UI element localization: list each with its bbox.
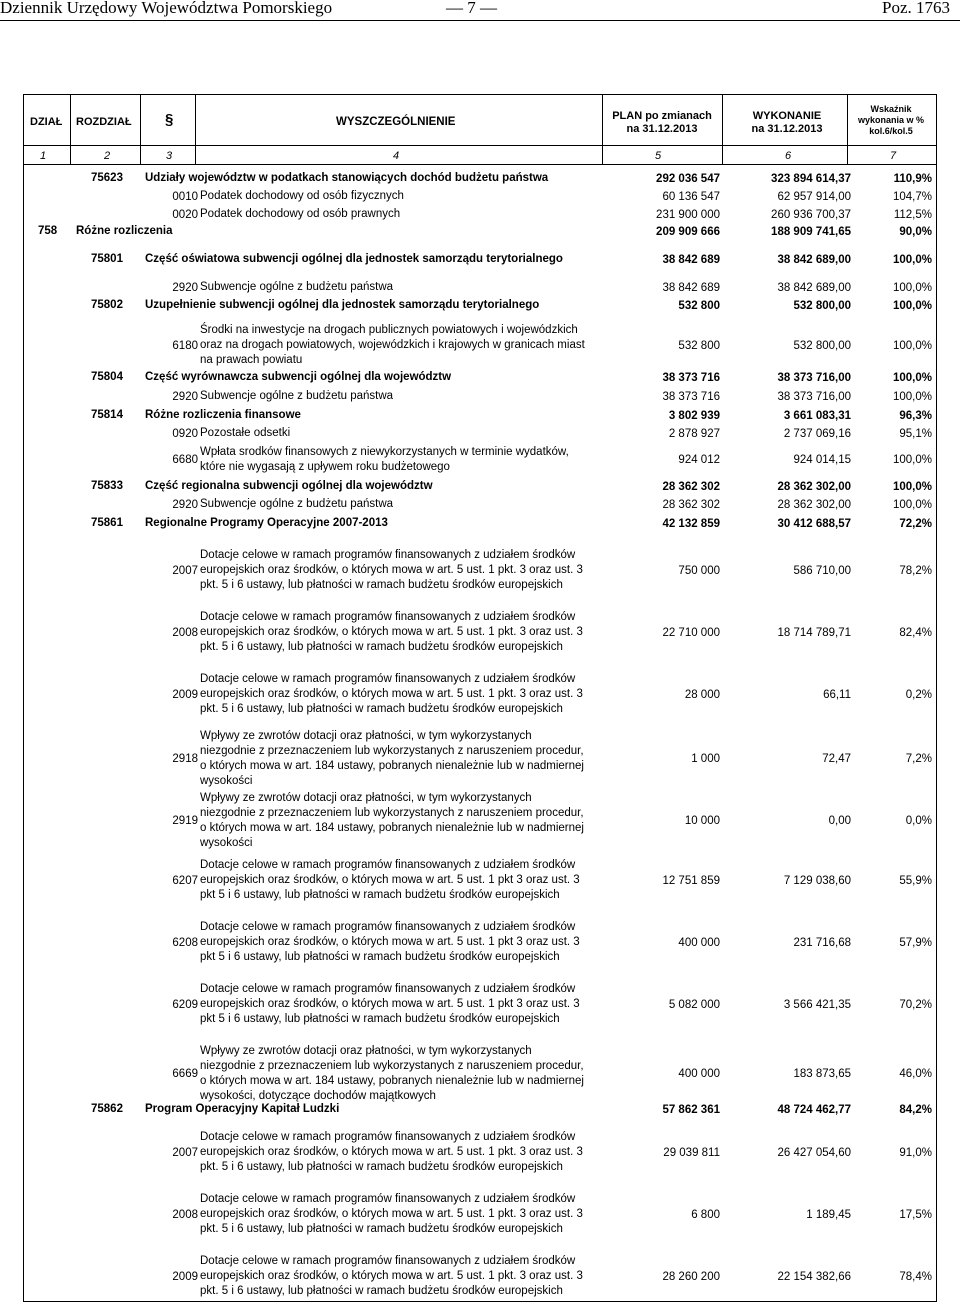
col-plan-header-line2: na 31.12.2013 [626,123,698,135]
row-description-line: Dotacje celowe w ramach programów finansowanych z udziałem środków [200,611,576,623]
col-execution-header-line1: WYKONANIE [752,110,822,122]
row-plan-value: 231 900 000 [656,208,720,221]
row-execution-value: 2 737 069,16 [783,427,851,440]
row-description-line: Pozostałe odsetki [200,427,291,439]
row-rozdzial-code: 75862 [91,1103,123,1115]
row-description-line: pkt. 5 i 6 ustawy, lub płatności w ramach budżetu środków europejskich [200,1223,563,1235]
row-description-line: europejskich oraz środków, o których mowa w art. 5 ust. 1 pkt. 3 oraz ust. 3 [200,564,583,576]
row-execution-value: 3 661 083,31 [783,409,851,422]
row-description-line: Część wyrównawcza subwencji ogólnej dla województw [145,371,452,383]
colnum-bottom-line [23,164,937,165]
row-plan-value: 10 000 [684,815,720,827]
row-ratio-value: 100,0% [892,390,932,403]
row-description-line: Dotacje celowe w ramach programów finansowanych z udziałem środków [200,673,576,685]
row-description-line: Subwencje ogólne z budżetu państwa [200,281,394,293]
row-description-line: Dotacje celowe w ramach programów finansowanych z udziałem środków [200,549,576,561]
row-rozdzial-code: 75802 [91,299,123,311]
row-ratio-value: 100,0% [892,371,932,384]
row-execution-value: 62 957 914,00 [777,190,851,203]
row-rozdzial-code: 75814 [91,409,123,421]
row-execution-value: 26 427 054,60 [777,1146,851,1159]
row-plan-value: 3 802 939 [668,409,720,422]
row-description-line: Część oświatowa subwencji ogólnej dla jednostek samorządu terytorialnego [145,253,563,265]
colnum-column-divider [70,145,71,164]
row-execution-value: 1 189,45 [806,1208,851,1221]
row-plan-value: 1 000 [691,753,720,765]
col-number: 3 [166,150,173,162]
row-execution-value: 260 936 700,37 [771,208,851,221]
col-ratio-header-line1: Wskaźnik [870,104,912,114]
row-description-line: europejskich oraz środków, o których mowa w art. 5 ust. 1 pkt 3 oraz ust. 3 [200,874,580,886]
row-paragraph-code: 2920 [172,390,198,403]
row-description-line: Część regionalna subwencji ogólnej dla województw [145,480,433,492]
col-number: 5 [655,150,662,162]
row-paragraph-code: 2919 [172,815,198,827]
row-description-line: pkt. 5 i 6 ustawy, lub płatności w ramach budżetu środków europejskich [200,1161,563,1173]
row-execution-value: 323 894 614,37 [771,172,851,185]
row-description-line: europejskich oraz środków, o których mowa w art. 5 ust. 1 pkt. 3 oraz ust. 3 [200,1208,583,1220]
row-paragraph-code: 2009 [172,688,198,701]
row-description-line: Regionalne Programy Operacyjne 2007-2013 [145,517,388,529]
col-ratio-header-line3: kol.6/kol.5 [869,126,913,136]
row-paragraph-code: 2920 [172,498,198,511]
colnum-column-divider [722,145,723,164]
col-description-header: WYSZCZEGÓLNIENIE [336,116,456,128]
header-divider [0,20,960,21]
row-description-line: europejskich oraz środków, o których mowa w art. 5 ust. 1 pkt. 3 oraz ust. 3 [200,1146,583,1158]
row-execution-value: 38 373 716,00 [777,390,851,403]
row-description-line: Różne rozliczenia finansowe [145,409,301,421]
row-ratio-value: 46,0% [899,1068,932,1080]
row-plan-value: 29 039 811 [663,1146,720,1159]
col-execution-header-line2: na 31.12.2013 [751,123,823,135]
row-description-line: pkt 5 i 6 ustawy, lub płatności w ramach budżetu środków europejskich [200,889,560,901]
row-execution-value: 924 014,15 [793,454,851,466]
row-execution-value: 38 373 716,00 [777,371,851,384]
row-ratio-value: 100,0% [892,480,932,493]
row-execution-value: 72,47 [822,753,851,765]
row-ratio-value: 100,0% [892,253,932,266]
row-ratio-value: 17,5% [899,1208,932,1221]
row-execution-value: 38 842 689,00 [777,253,851,266]
row-plan-value: 532 800 [678,339,720,352]
row-execution-value: 66,11 [823,688,851,701]
row-ratio-value: 104,7% [892,190,932,203]
row-description-line: europejskich oraz środków, o których mowa w art. 5 ust. 1 pkt 3 oraz ust. 3 [200,998,580,1010]
row-description-line: o których mowa w art. 184 ustawy, pobranych nienależnie lub w nadmiernej [200,760,584,772]
page-number: — 7 — [446,0,497,17]
row-ratio-value: 96,3% [899,409,932,422]
row-plan-value: 22 710 000 [662,626,720,639]
row-description-line: Dotacje celowe w ramach programów finansowanych z udziałem środków [200,1255,576,1267]
row-plan-value: 400 000 [678,1068,720,1080]
row-plan-value: 42 132 859 [662,517,720,530]
row-ratio-value: 90,0% [899,225,932,238]
colnum-column-divider [847,145,848,164]
row-plan-value: 38 373 716 [662,371,720,384]
colnum-column-divider [140,145,141,164]
row-ratio-value: 0,2% [905,688,932,701]
row-paragraph-code: 2008 [172,626,198,639]
row-rozdzial-code: 75804 [91,371,123,383]
col-number: 2 [104,150,111,162]
row-paragraph-code: 6180 [172,339,198,352]
row-execution-value: 48 724 462,77 [777,1103,851,1116]
row-execution-value: 28 362 302,00 [777,480,851,493]
row-execution-value: 188 909 741,65 [771,225,851,238]
row-plan-value: 38 842 689 [662,281,720,294]
row-description-line: Różne rozliczenia [76,225,173,237]
col-number: 4 [393,150,400,162]
row-paragraph-code: 0020 [172,208,198,221]
row-paragraph-code: 2008 [172,1208,198,1221]
col-rozdzial-header: ROZDZIAŁ [76,116,132,128]
row-description-line: Dotacje celowe w ramach programów finansowanych z udziałem środków [200,1193,576,1205]
row-plan-value: 28 362 302 [662,498,720,511]
row-execution-value: 532 800,00 [793,299,851,312]
journal-title: Dziennik Urzędowy Województwa Pomorskiego [0,0,333,17]
row-plan-value: 6 800 [691,1208,720,1221]
row-description-line: pkt. 5 i 6 ustawy, lub płatności w ramach budżetu środków europejskich [200,641,563,653]
row-rozdzial-code: 75861 [91,517,123,529]
row-description-line: o których mowa w art. 184 ustawy, pobranych nienależnie lub w nadmiernej [200,822,584,834]
row-ratio-value: 112,5% [893,208,932,221]
row-plan-value: 209 909 666 [656,225,720,238]
row-description-line: Środki na inwestycje na drogach publicznych powiatowych i wojewódzkich [200,324,578,336]
row-plan-value: 750 000 [678,564,720,577]
row-rozdzial-code: 75833 [91,480,123,492]
row-ratio-value: 72,2% [899,517,932,530]
row-description-line: o których mowa w art. 184 ustawy, pobranych nienależnie lub w nadmiernej [200,1075,584,1087]
header-column-divider [847,94,848,145]
row-ratio-value: 84,2% [899,1103,932,1116]
row-description-line: Udziały województw w podatkach stanowiących dochód budżetu państwa [145,172,549,184]
row-description-line: Dotacje celowe w ramach programów finansowanych z udziałem środków [200,859,576,871]
row-description-line: europejskich oraz środków, o których mowa w art. 5 ust. 1 pkt. 3 oraz ust. 3 [200,688,583,700]
page-header [0,0,960,20]
row-description-line: pkt 5 i 6 ustawy, lub płatności w ramach budżetu środków europejskich [200,951,560,963]
row-description-line: pkt. 5 i 6 ustawy, lub płatności w ramach budżetu środków europejskich [200,1285,563,1297]
row-paragraph-code: 6209 [172,998,198,1011]
row-plan-value: 38 373 716 [662,390,720,403]
col-plan-header-line1: PLAN po zmianach [612,110,712,122]
col-number: 6 [785,150,792,162]
row-description-line: Podatek dochodowy od osób fizycznych [200,190,404,202]
row-description-line: na prawach powiatu [200,354,303,366]
row-paragraph-code: 2007 [172,564,198,577]
col-dzial-header: DZIAŁ [30,116,63,128]
row-execution-value: 38 842 689,00 [777,281,851,294]
row-plan-value: 57 862 361 [662,1103,720,1116]
row-paragraph-code: 0920 [172,427,198,440]
col-number: 7 [890,150,897,162]
row-ratio-value: 7,2% [905,753,932,765]
row-ratio-value: 95,1% [899,427,932,440]
row-description-line: Subwencje ogólne z budżetu państwa [200,498,394,510]
row-execution-value: 183 873,65 [793,1068,851,1080]
row-description-line: oraz na drogach powiatowych, wojewódzkich i krajowych w granicach miast [200,339,585,351]
row-ratio-value: 57,9% [899,936,932,949]
row-description-line: wysokości, dotyczące dochodów majątkowych [200,1090,436,1102]
row-execution-value: 586 710,00 [793,564,851,577]
row-description-line: Wpływy ze zwrotów dotacji oraz płatności, w tym wykorzystanych [200,1045,532,1057]
row-plan-value: 28 000 [684,688,720,701]
row-ratio-value: 0,0% [905,815,932,827]
colnum-column-divider [195,145,196,164]
row-ratio-value: 91,0% [899,1146,932,1159]
row-paragraph-code: 2009 [172,1270,198,1283]
row-plan-value: 5 082 000 [668,998,720,1011]
row-rozdzial-code: 75623 [91,172,123,184]
row-description-line: Dotacje celowe w ramach programów finansowanych z udziałem środków [200,983,576,995]
row-plan-value: 12 751 859 [662,874,720,887]
row-description-line: europejskich oraz środków, o których mowa w art. 5 ust. 1 pkt. 3 oraz ust. 3 [200,626,583,638]
row-execution-value: 3 566 421,35 [783,998,851,1011]
row-plan-value: 38 842 689 [662,253,720,266]
row-execution-value: 0,00 [828,815,851,827]
row-execution-value: 22 154 382,66 [777,1270,851,1283]
row-execution-value: 532 800,00 [793,339,851,352]
row-description-line: niezgodnie z przeznaczeniem lub wykorzystanych z naruszeniem procedur, [200,1060,584,1072]
row-paragraph-code: 6680 [172,454,198,466]
row-paragraph-code: 0010 [172,190,198,203]
header-bottom-line [23,145,937,146]
row-ratio-value: 82,4% [899,626,932,639]
row-description-line: europejskich oraz środków, o których mowa w art. 5 ust. 1 pkt. 3 oraz ust. 3 [200,1270,583,1282]
row-ratio-value: 100,0% [892,454,932,466]
row-ratio-value: 70,2% [899,998,932,1011]
row-plan-value: 532 800 [678,299,720,312]
row-paragraph-code: 6208 [172,936,198,949]
row-plan-value: 400 000 [678,936,720,949]
row-execution-value: 18 714 789,71 [777,626,851,639]
col-ratio-header-line2: wykonania w % [857,115,925,125]
row-paragraph-code: 2918 [172,753,198,765]
row-ratio-value: 100,0% [892,281,932,294]
row-description-line: Dotacje celowe w ramach programów finansowanych z udziałem środków [200,921,576,933]
row-ratio-value: 100,0% [892,299,932,312]
header-column-divider [195,94,196,145]
row-plan-value: 60 136 547 [662,190,720,203]
row-description-line: niezgodnie z przeznaczeniem lub wykorzystanych z naruszeniem procedur, [200,745,584,757]
row-description-line: Wpływy ze zwrotów dotacji oraz płatności, w tym wykorzystanych [200,730,532,742]
row-paragraph-code: 2920 [172,281,198,294]
header-column-divider [70,94,71,145]
row-ratio-value: 110,9% [893,172,932,185]
col-paragraph-header: § [165,111,174,128]
row-description-line: pkt. 5 i 6 ustawy, lub płatności w ramach budżetu środków europejskich [200,579,563,591]
row-description-line: Wpływy ze zwrotów dotacji oraz płatności, w tym wykorzystanych [200,792,532,804]
row-description-line: pkt. 5 i 6 ustawy, lub płatności w ramach budżetu środków europejskich [200,703,563,715]
row-description-line: Dotacje celowe w ramach programów finansowanych z udziałem środków [200,1131,576,1143]
row-execution-value: 231 716,68 [793,936,851,949]
row-description-line: Subwencje ogólne z budżetu państwa [200,390,394,402]
header-column-divider [722,94,723,145]
position-number: Poz. 1763 [882,0,950,17]
row-paragraph-code: 6207 [172,874,198,887]
row-description-line: Wpłata srodków finansowych z niewykorzystanych w terminie wydatków, [200,446,569,458]
row-execution-value: 30 412 688,57 [777,517,851,530]
colnum-column-divider [602,145,603,164]
row-plan-value: 292 036 547 [656,172,720,185]
row-description-line: wysokości [200,775,253,787]
row-description-line: Podatek dochodowy od osób prawnych [200,208,401,220]
row-execution-value: 28 362 302,00 [777,498,851,511]
row-description-line: wysokości [200,837,253,849]
row-execution-value: 7 129 038,60 [783,874,851,887]
row-description-line: europejskich oraz środków, o których mowa w art. 5 ust. 1 pkt 3 oraz ust. 3 [200,936,580,948]
header-column-divider [140,94,141,145]
row-plan-value: 28 260 200 [662,1270,720,1283]
col-number: 1 [40,150,47,162]
row-rozdzial-code: 75801 [91,253,123,265]
row-ratio-value: 78,2% [899,564,932,577]
row-dzial-code: 758 [38,225,58,237]
row-plan-value: 2 878 927 [668,427,720,440]
row-ratio-value: 78,4% [899,1270,932,1283]
row-description-line: które nie wygasają z upływem roku budżetowego [200,461,450,473]
row-description-line: Uzupełnienie subwencji ogólnej dla jednostek samorządu terytorialnego [145,299,540,311]
row-ratio-value: 55,9% [899,874,932,887]
header-column-divider [602,94,603,145]
row-plan-value: 28 362 302 [662,480,720,493]
row-paragraph-code: 6669 [172,1068,198,1080]
row-description-line: niezgodnie z przeznaczeniem lub wykorzystanych z naruszeniem procedur, [200,807,584,819]
row-ratio-value: 100,0% [892,339,932,352]
row-plan-value: 924 012 [678,454,720,466]
row-description-line: pkt 5 i 6 ustawy, lub płatności w ramach budżetu środków europejskich [200,1013,560,1025]
row-ratio-value: 100,0% [892,498,932,511]
row-paragraph-code: 2007 [172,1146,198,1159]
row-description-line: Program Operacyjny Kapitał Ludzki [145,1103,340,1115]
